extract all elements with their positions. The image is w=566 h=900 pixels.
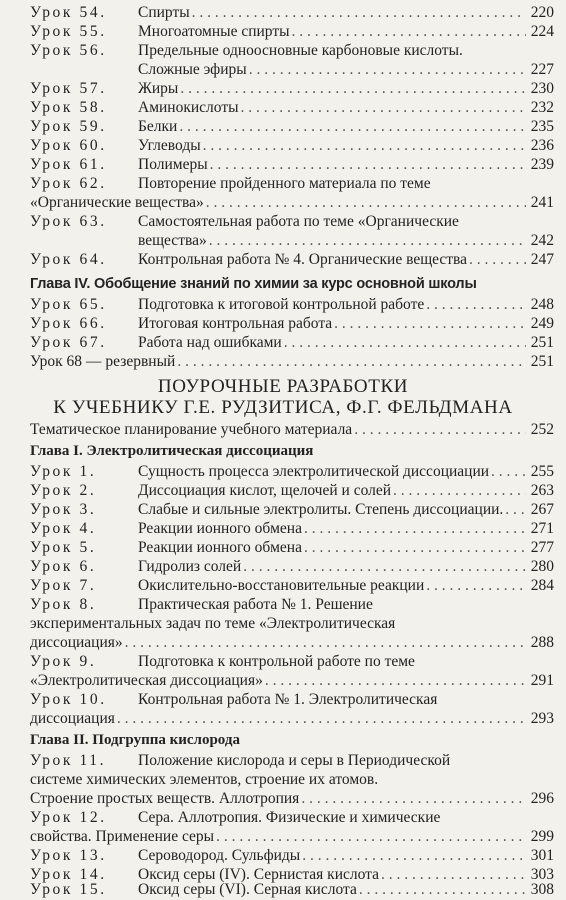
toc-entry-lesson-56-cont bbox=[30, 60, 554, 79]
toc-entry-lesson-54 bbox=[30, 3, 554, 22]
lesson-title: Жиры bbox=[138, 80, 179, 97]
toc-entry-lesson-12 bbox=[30, 808, 554, 827]
lesson-title-line-1: Подготовка к контрольной работе по теме bbox=[138, 653, 415, 670]
lesson-title-line-2: вещества» bbox=[138, 232, 207, 249]
lesson-title: Диссоциация кислот, щелочей и солей bbox=[138, 482, 392, 499]
lesson-title: Полимеры bbox=[138, 156, 208, 173]
lesson-number: Урок 58. bbox=[30, 99, 107, 116]
lesson-title: Реакции ионного обмена bbox=[138, 520, 302, 537]
lesson-number: Урок 56. bbox=[30, 42, 107, 59]
lesson-title: Сущность процесса электролитической диссоциации bbox=[138, 463, 490, 480]
lesson-number: Урок 7. bbox=[30, 577, 97, 594]
chapter-heading-1: Глава I. Электролитическая диссоциация bbox=[30, 443, 314, 459]
toc-entry-lesson-5 bbox=[30, 538, 554, 557]
page-number: 252 bbox=[530, 421, 554, 438]
toc-entry-lesson-62 bbox=[30, 174, 554, 193]
entry-title: Тематическое планирование учебного материала bbox=[30, 421, 353, 438]
lesson-title: Сероводород. Сульфиды bbox=[138, 847, 301, 864]
lesson-title-line-1: Предельные одноосновные карбоновые кислоты. bbox=[138, 42, 463, 59]
page-number: 284 bbox=[530, 577, 554, 594]
lesson-number: Урок 10. bbox=[30, 691, 107, 708]
toc-entry-lesson-12-cont bbox=[30, 827, 554, 846]
lesson-title-line-3: диссоциация» bbox=[30, 634, 123, 651]
lesson-title: резервный bbox=[105, 353, 176, 370]
lesson-title-line-1: Самостоятельная работа по теме «Органические bbox=[138, 213, 459, 230]
page-number: 247 bbox=[530, 251, 554, 268]
lesson-title: Гидролиз солей bbox=[138, 558, 242, 575]
lesson-number: Урок 57. bbox=[30, 80, 107, 97]
page-number: 301 bbox=[530, 847, 554, 864]
page-number: 230 bbox=[530, 80, 554, 97]
lesson-title: Спирты bbox=[138, 4, 190, 21]
section-heading-line-1: ПОУРОЧНЫЕ РАЗРАБОТКИ bbox=[157, 376, 409, 397]
toc-entry-lesson-11-line-2: системе химических элементов, строение их атомов. bbox=[30, 771, 379, 788]
page-number: 227 bbox=[530, 61, 554, 78]
page-number: 308 bbox=[530, 881, 554, 898]
lesson-title-line-1: Контрольная работа № 1. Электролитическая bbox=[138, 691, 438, 708]
toc-entry-lesson-6 bbox=[30, 557, 554, 576]
lesson-title-line-3: Строение простых веществ. Аллотропия bbox=[30, 790, 300, 807]
toc-entry-lesson-2 bbox=[30, 481, 554, 500]
lesson-number: Урок 11. bbox=[30, 752, 107, 769]
page-number: 220 bbox=[530, 4, 554, 21]
lesson-number: Урок 68 — bbox=[30, 353, 102, 370]
lesson-title-line-2: диссоциация bbox=[30, 710, 115, 727]
toc-entry-lesson-8-cont bbox=[30, 633, 554, 652]
page-number: 263 bbox=[530, 482, 554, 499]
lesson-number: Урок 5. bbox=[30, 539, 97, 556]
lesson-number: Урок 3. bbox=[30, 501, 97, 518]
toc-entry-lesson-64 bbox=[30, 250, 554, 269]
lesson-number: Урок 59. bbox=[30, 118, 107, 135]
lesson-number: Урок 6. bbox=[30, 558, 97, 575]
toc-entry-lesson-60 bbox=[30, 136, 554, 155]
toc-entry-lesson-55 bbox=[30, 22, 554, 41]
lesson-title: Контрольная работа № 4. Органические вещества bbox=[138, 251, 468, 268]
page-number: 249 bbox=[530, 315, 554, 332]
toc-entry-lesson-66 bbox=[30, 314, 554, 333]
toc-entry-lesson-1 bbox=[30, 462, 554, 481]
page-number: 277 bbox=[530, 539, 554, 556]
lesson-title: Реакции ионного обмена bbox=[138, 539, 302, 556]
lesson-number: Урок 14. bbox=[30, 866, 107, 883]
lesson-title-line-2: «Органические вещества» bbox=[30, 194, 204, 211]
lesson-title-line-1: Повторение пройденного материала по теме bbox=[138, 175, 431, 192]
page-number: 255 bbox=[530, 463, 554, 480]
page-number: 291 bbox=[530, 672, 554, 689]
page-number: 288 bbox=[530, 634, 554, 651]
lesson-title: Аминокислоты bbox=[138, 99, 239, 116]
lesson-title: Углеводы bbox=[138, 137, 201, 154]
lesson-title: Оксид серы (VI). Серная кислота bbox=[138, 881, 357, 898]
toc-entry-lesson-15 bbox=[30, 880, 554, 899]
toc-entry-lesson-63 bbox=[30, 212, 554, 231]
page-number: 232 bbox=[530, 99, 554, 116]
lesson-title: Итоговая контрольная работа bbox=[138, 315, 333, 332]
toc-entry-lesson-9-cont bbox=[30, 671, 554, 690]
page-number: 293 bbox=[530, 710, 554, 727]
lesson-number: Урок 54. bbox=[30, 4, 107, 21]
lesson-title: Слабые и сильные электролиты. Степень диссоциации. bbox=[138, 501, 504, 518]
page-number: 251 bbox=[530, 334, 554, 351]
toc-entry-lesson-62-cont bbox=[30, 193, 554, 212]
lesson-title: Подготовка к итоговой контрольной работе bbox=[138, 296, 425, 313]
toc-entry-lesson-9 bbox=[30, 652, 554, 671]
toc-entry-lesson-8-line-2: экспериментальных задач по теме «Электролитическая bbox=[30, 615, 396, 632]
page-number: 303 bbox=[530, 866, 554, 883]
lesson-title: Окислительно-восстановительные реакции bbox=[138, 577, 425, 594]
lesson-title: Многоатомные спирты bbox=[138, 23, 290, 40]
toc-entry-lesson-59 bbox=[30, 117, 554, 136]
lesson-number: Урок 66. bbox=[30, 315, 107, 332]
toc-entry-lesson-13 bbox=[30, 846, 554, 865]
lesson-number: Урок 8. bbox=[30, 596, 97, 613]
lesson-number: Урок 64. bbox=[30, 251, 107, 268]
lesson-title-line-1: Практическая работа № 1. Решение bbox=[138, 596, 373, 613]
section-heading-line-2: К УЧЕБНИКУ Г.Е. РУДЗИТИСА, Ф.Г. ФЕЛЬДМАНА bbox=[53, 397, 513, 418]
page-number: 267 bbox=[530, 501, 554, 518]
toc-entry-lesson-10 bbox=[30, 690, 554, 709]
lesson-title-line-1: Сера. Аллотропия. Физические и химические bbox=[138, 809, 441, 826]
toc-entry-lesson-4 bbox=[30, 519, 554, 538]
toc-entry-lesson-8 bbox=[30, 595, 554, 614]
lesson-title-line-2: «Электролитическая диссоциация» bbox=[30, 672, 263, 689]
lesson-number: Урок 9. bbox=[30, 653, 97, 670]
lesson-number: Урок 12. bbox=[30, 809, 107, 826]
lesson-title-line-2: свойства. Применение серы bbox=[30, 828, 215, 845]
lesson-number: Урок 55. bbox=[30, 23, 107, 40]
lesson-number: Урок 63. bbox=[30, 213, 107, 230]
lesson-number: Урок 65. bbox=[30, 296, 107, 313]
toc-entry-lesson-65 bbox=[30, 295, 554, 314]
page-number: 296 bbox=[530, 790, 554, 807]
page-number: 239 bbox=[530, 156, 554, 173]
toc-entry-lesson-10-cont bbox=[30, 709, 554, 728]
lesson-title-line-1: Положение кислорода и серы в Периодической bbox=[138, 752, 451, 769]
toc-entry-lesson-56 bbox=[30, 41, 554, 60]
toc-entry-lesson-57 bbox=[30, 79, 554, 98]
lesson-number: Урок 13. bbox=[30, 847, 107, 864]
toc-entry-planning bbox=[30, 420, 554, 439]
toc-entry-lesson-58 bbox=[30, 98, 554, 117]
toc-entry-lesson-11-cont bbox=[30, 789, 554, 808]
toc-entry-lesson-67 bbox=[30, 333, 554, 352]
lesson-number: Урок 61. bbox=[30, 156, 107, 173]
toc-entry-lesson-11 bbox=[30, 751, 554, 770]
page-number: 224 bbox=[530, 23, 554, 40]
lesson-number: Урок 67. bbox=[30, 334, 107, 351]
page-number: 235 bbox=[530, 118, 554, 135]
toc-entry-lesson-68 bbox=[30, 352, 554, 371]
lesson-number: Урок 62. bbox=[30, 175, 107, 192]
toc-entry-lesson-7 bbox=[30, 576, 554, 595]
lesson-title-line-2: Сложные эфиры bbox=[138, 61, 247, 78]
chapter-heading-4: Глава IV. Обобщение знаний по химии за курс основной школы bbox=[30, 276, 477, 292]
page-number: 280 bbox=[530, 558, 554, 575]
lesson-number: Урок 2. bbox=[30, 482, 97, 499]
toc-entry-lesson-3 bbox=[30, 500, 554, 519]
page-number: 248 bbox=[530, 296, 554, 313]
lesson-title: Оксид серы (IV). Сернистая кислота bbox=[138, 866, 379, 883]
lesson-number: Урок 4. bbox=[30, 520, 97, 537]
lesson-number: Урок 60. bbox=[30, 137, 107, 154]
page-number: 271 bbox=[530, 520, 554, 537]
page-number: 241 bbox=[530, 194, 554, 211]
page-number: 242 bbox=[530, 232, 554, 249]
lesson-number: Урок 1. bbox=[30, 463, 97, 480]
toc-entry-lesson-63-cont bbox=[30, 231, 554, 250]
page-number: 251 bbox=[530, 353, 554, 370]
page-number: 236 bbox=[530, 137, 554, 154]
lesson-number: Урок 15. bbox=[30, 881, 107, 898]
toc-entry-lesson-61 bbox=[30, 155, 554, 174]
chapter-heading-2: Глава II. Подгруппа кислорода bbox=[30, 732, 240, 748]
page-number: 299 bbox=[530, 828, 554, 845]
lesson-title: Белки bbox=[138, 118, 178, 135]
lesson-title: Работа над ошибками bbox=[138, 334, 282, 351]
